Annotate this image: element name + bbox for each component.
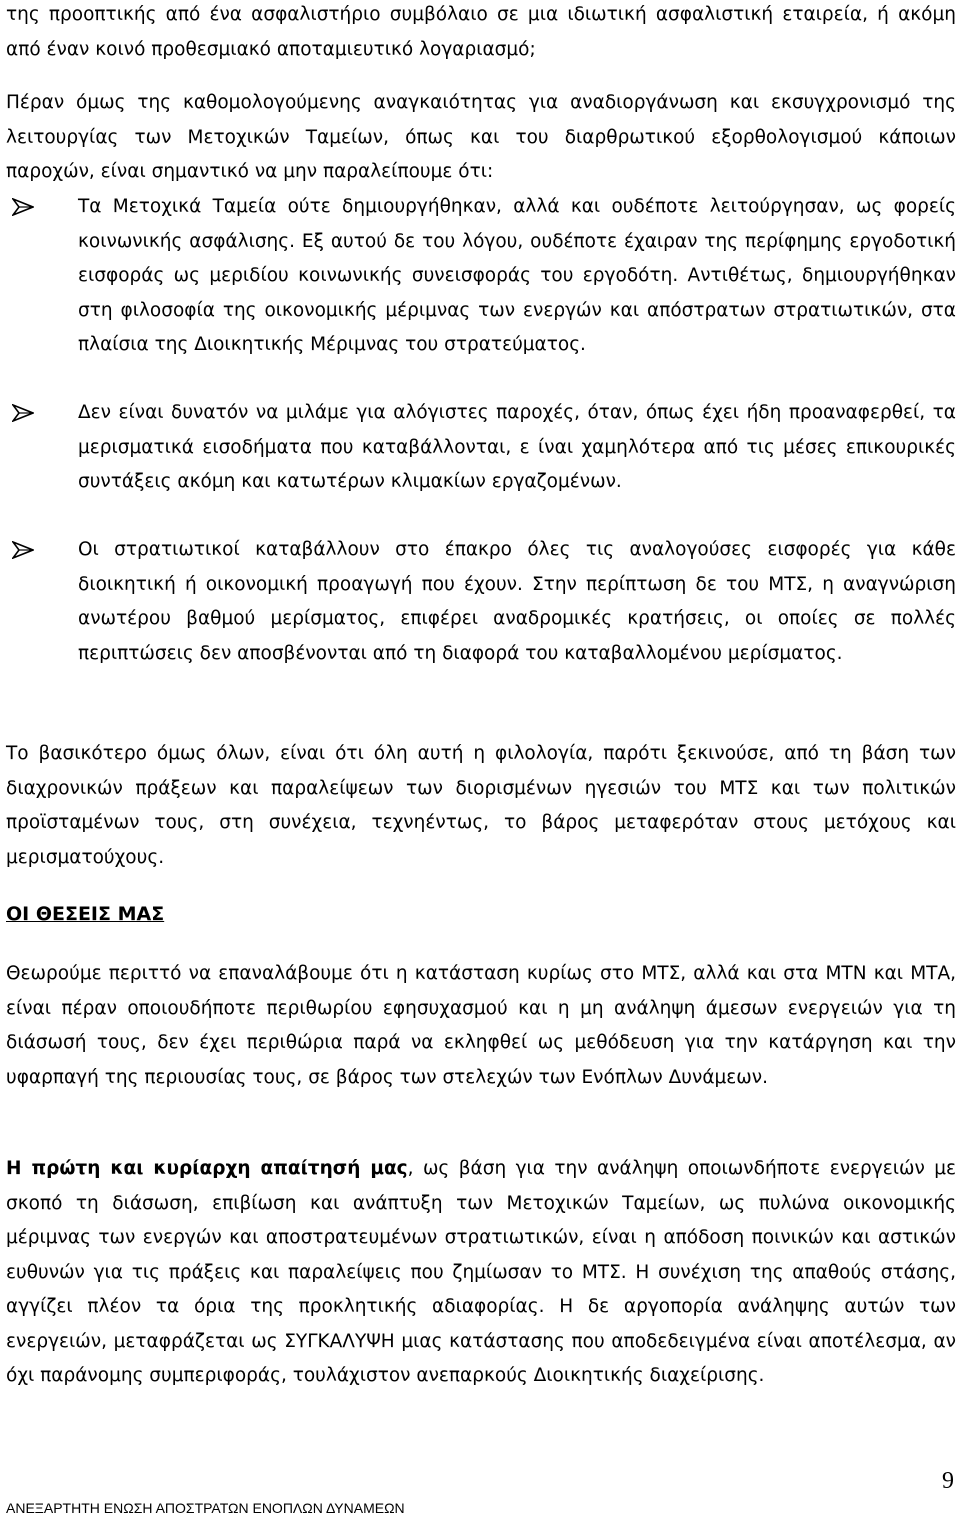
bullet-item-2 — [6, 396, 956, 500]
bullet-text: Δεν είναι δυνατόν να μιλάμε για αλόγιστες παροχές, όταν, όπως έχει ήδη προαναφερθεί, τα μερισματικά εισοδήματα που καταβάλλονται, ε ίναι χαμηλότερα από τις μέσες επικουρικές συντάξεις ακόμη και κατωτέρων κλιμακίων εργαζομένων. — [78, 402, 956, 492]
bullet-text: Οι στρατιωτικοί καταβάλλουν στο έπακρο όλες τις αναλογούσες εισφορές για κάθε διοικητική ή οικονομική προαγωγή που έχουν. Στην περίπτωση δε του ΜΤΣ, η αναγνώριση ανωτέρου βαθμού μερίσματος, επιφέρει αναδρομικές κρατήσεις, οι οποίες σε πολλές περιπτώσεις δεν αποσβένονται από τη διαφορά του καταβαλλομένου μερίσματος. — [78, 539, 956, 664]
paragraph-main-point: Το βασικότερο όμως όλων, είναι ότι όλη αυτή η φιλολογία, παρότι ξεκινούσε, από τη βάση των διαχρονικών πράξεων και παραλείψεων των διορισμένων ηγεσιών του ΜΤΣ και των πολιτικών προϊσταμένων τους, στη συνέχεια, τεχνηέντως, το βάρος μεταφερόταν στους μετόχους και μερισματούχους. — [6, 743, 956, 868]
section-heading: ΟΙ ΘΕΣΕΙΣ ΜΑΣ — [6, 903, 165, 925]
page-number: 9 — [942, 1468, 954, 1494]
paragraph-reorganization: Πέραν όμως της καθομολογούμενης αναγκαιότητας για αναδιοργάνωση και εκσυγχρονισμό της λειτουργίας των Μετοχικών Ταμείων, όπως και του διαρθρωτικού εξορθολογισμού κάποιων παροχών, είναι σημαντικό να μην παραλείπουμε ότι: — [6, 92, 956, 182]
paragraph-our-position: Θεωρούμε περιττό να επαναλάβουμε ότι η κατάσταση κυρίως στο ΜΤΣ, αλλά και στα ΜΤΝ και ΜΤΑ, είναι πέραν οποιουδήποτε περιθωρίου εφησυχασμού και η μη ανάληψη άμεσων ενεργειών για τη διάσωσή τους, δεν έχει περιθώρια παρά να εκληφθεί ως μεθόδευση για την κατάργηση και την υφαρπαγή της περιουσίας τους, σε βάρος των στελεχών των Ενόπλων Δυνάμεων. — [6, 963, 956, 1088]
arrowhead-bullet-icon — [12, 190, 36, 224]
arrowhead-bullet-icon — [12, 396, 36, 430]
bullet-item-1 — [6, 190, 956, 363]
arrowhead-bullet-icon — [12, 533, 36, 567]
footer-organization: ΑΝΕΞΑΡΤΗΤΗ ΕΝΩΣΗ ΑΠΟΣΤΡΑΤΩΝ ΕΝΟΠΛΩΝ ΔΥΝΑΜΕΩΝ — [6, 1500, 405, 1516]
first-demand-text: , ως βάση για την ανάληψη οποιωνδήποτε ενεργειών με σκοπό τη διάσωση, επιβίωση και ανάπτυξη των Μετοχικών Ταμείων, ως πυλώνα οικονομικής μέριμνας των ενεργών και αποστρατευμένων στρατιωτικών, είναι η απόδοση ποινικών και αστικών ευθυνών για τις πράξεις και παραλείψεις που ζημίωσαν το ΜΤΣ. Η συνέχιση της απαθούς στάσης, αγγίζει πλέον τα όρια της προκλητικής αδιαφορίας. Η δε αργοπορία ανάληψης αυτών των ενεργειών, μεταφράζεται ως ΣΥΓΚΑΛΥΨΗ μιας κατάστασης που αποδεδειγμένα είναι αποτέλεσμα, αν όχι παράνομης συμπεριφοράς, τουλάχιστον ανεπαρκούς Διοικητικής διαχείρισης. — [6, 1158, 956, 1386]
paragraph-intro-continuation: της προοπτικής από ένα ασφαλιστήριο συμβόλαιο σε μια ιδιωτική ασφαλιστική εταιρεία, ή ακόμη από έναν κοινό προθεσμιακό αποταμιευτικό λογαριασμό; — [6, 4, 956, 60]
bullet-item-3 — [6, 533, 956, 671]
bullet-text: Τα Μετοχικά Ταμεία ούτε δημιουργήθηκαν, αλλά και ουδέποτε λειτούργησαν, ως φορείς κοινωνικής ασφάλισης. Εξ αυτού δε του λόγου, ουδέποτε έχαιραν της περίφημης εργοδοτική εισφοράς ως μεριδίου κοινωνικής συνεισφοράς του εργοδότη. Αντιθέτως, δημιουργήθηκαν στη φιλοσοφία της οικονομικής μέριμνας των ενεργών και απόστρατων στρατιωτικών, στα πλαίσια της Διοικητικής Μέριμνας του στρατεύματος. — [78, 196, 956, 355]
paragraph-first-demand — [6, 1152, 956, 1394]
first-demand-emphasis: Η πρώτη και κυρίαρχη απαίτησή μας — [6, 1158, 408, 1179]
